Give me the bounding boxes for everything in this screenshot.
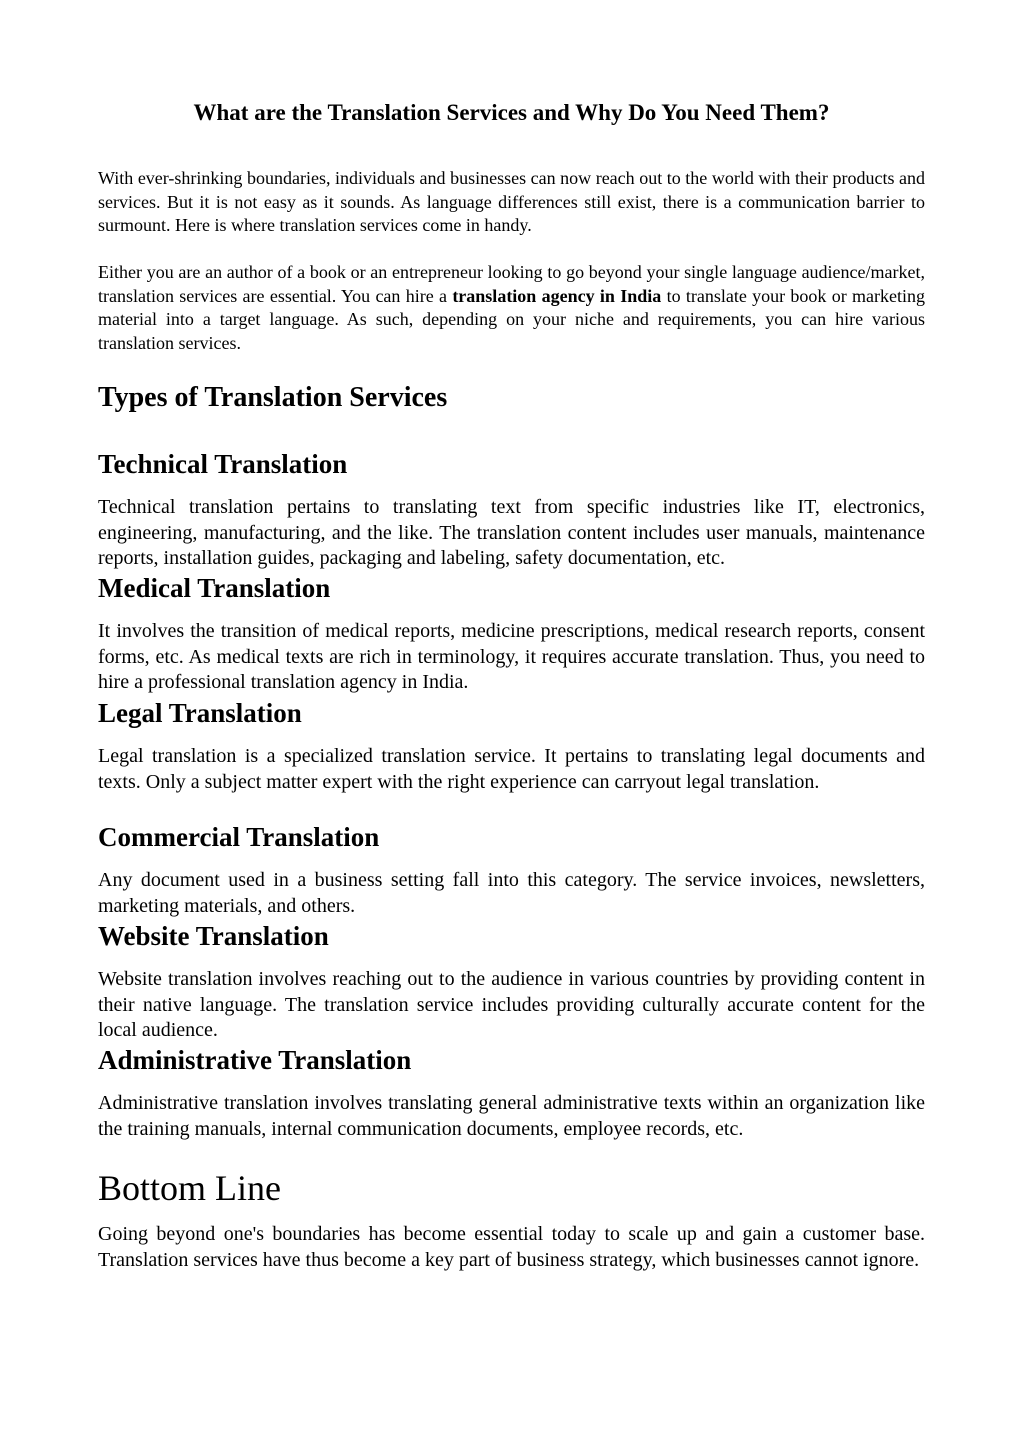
translation-agency-bold-text: translation agency in India [452,285,662,306]
medical-translation-heading: Medical Translation [98,573,331,603]
technical-translation-heading: Technical Translation [98,449,348,479]
administrative-translation-heading: Administrative Translation [98,1045,412,1075]
website-translation-body: Website translation involves reaching out to the audience in various countries by providing content in their native language. The translation service includes providing culturally accurate content for the local audience. [98,968,925,1041]
bottom-line-heading: Bottom Line [98,1168,281,1208]
technical-translation-body: Technical translation pertains to translating text from specific industries like IT, electronics, engineering, manufacturing, and the like. The translation content includes user manuals, maintenance reports, installation guides, packaging and labeling, safety documentation, etc. [98,496,925,569]
website-translation-heading: Website Translation [98,921,329,951]
intro-paragraph-1: With ever-shrinking boundaries, individuals and businesses can now reach out to the world with their products and services. But it is not easy as it sounds. As language differences still exist, there is a communication barrier to surmount. Here is where translation services come in handy. [98,168,925,235]
intro-paragraph-2-text-start: Either you are an author of a book or an entrepreneur looking to go beyond your single language audience/market, translation services are essential. You can hire a [98,262,925,306]
types-heading: Types of Translation Services [98,382,448,413]
document-title: What are the Translation Services and Why Do You Need Them? [193,100,830,125]
intro-paragraph-2 [98,261,925,355]
legal-translation-body: Legal translation is a specialized translation service. It pertains to translating legal documents and texts. Only a subject matter expert with the right experience can carryout legal translation. [98,745,925,793]
bottom-line-body: Going beyond one's boundaries has become essential today to scale up and gain a customer base. Translation services have thus become a key part of business strategy, which businesses cannot ignore. [98,1223,925,1271]
commercial-translation-body: Any document used in a business setting fall into this category. The service invoices, newsletters, marketing materials, and others. [98,869,925,917]
medical-translation-body: It involves the transition of medical reports, medicine prescriptions, medical research reports, consent forms, etc. As medical texts are rich in terminology, it requires accurate translation. Thus, you need to hire a professional translation agency in India. [98,620,925,693]
legal-translation-heading: Legal Translation [98,698,302,728]
intro-paragraph-2-text-end: to translate your book or marketing material into a target language. As such, depending on your niche and requirements, you can hire various translation services. [98,285,926,353]
commercial-translation-heading: Commercial Translation [98,822,380,852]
administrative-translation-body: Administrative translation involves translating general administrative texts within an organization like the training manuals, internal communication documents, employee records, etc. [98,1092,925,1140]
